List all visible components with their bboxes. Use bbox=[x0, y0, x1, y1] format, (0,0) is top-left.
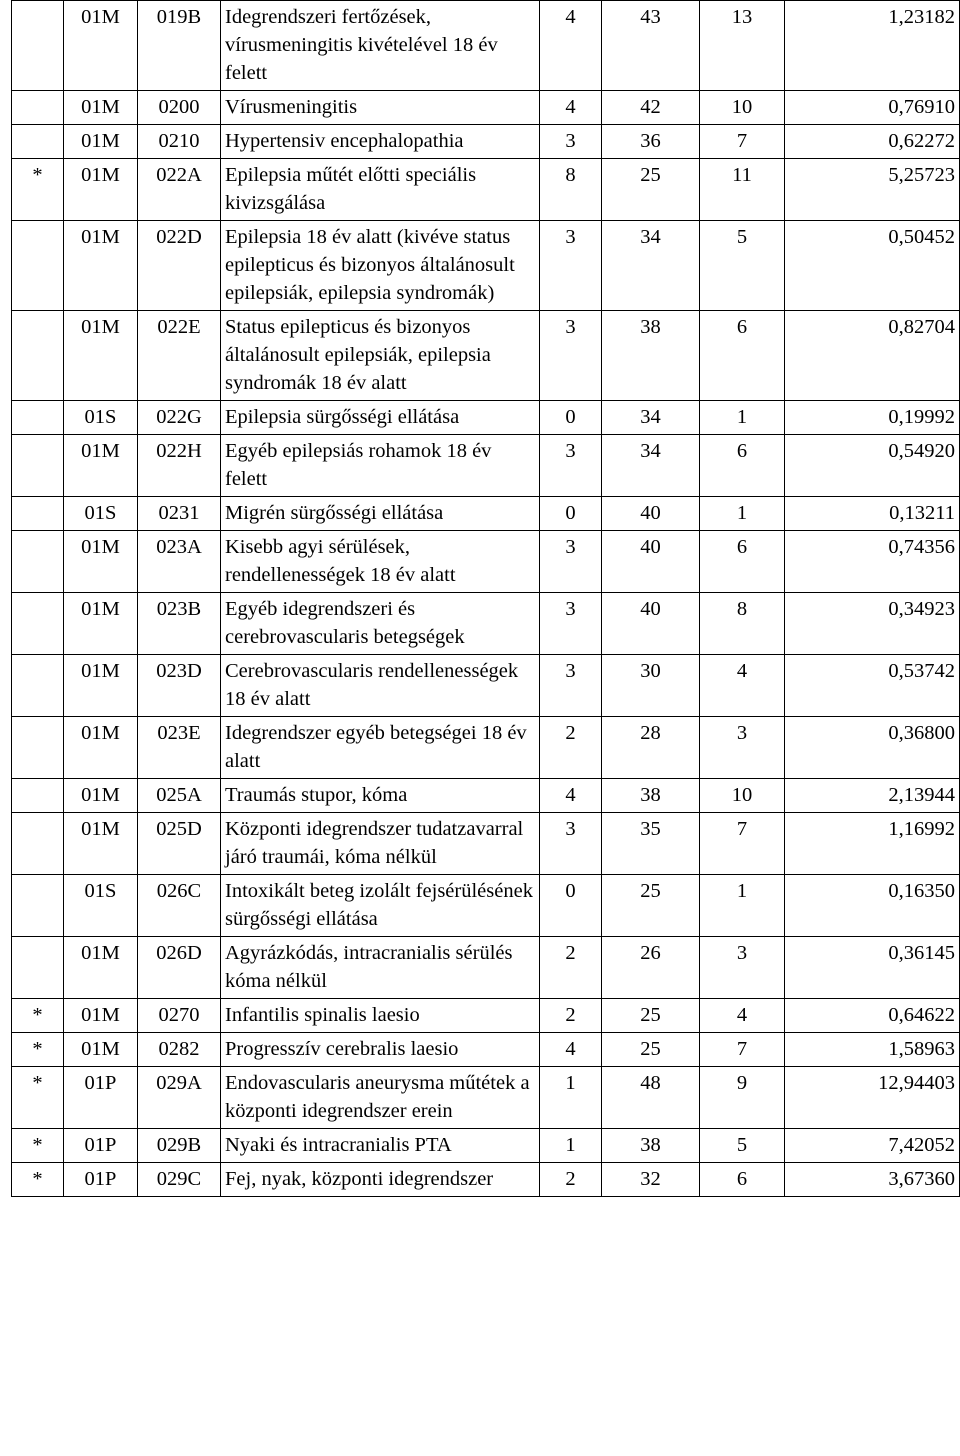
table-row bbox=[12, 159, 960, 221]
cell-value-2: 43 bbox=[602, 1, 700, 91]
cell-type-code: 01M bbox=[64, 1, 138, 91]
cell-star-marker bbox=[12, 221, 64, 311]
cell-weight: 5,25723 bbox=[785, 159, 960, 221]
cell-value-2: 25 bbox=[602, 875, 700, 937]
cell-weight: 1,23182 bbox=[785, 1, 960, 91]
cell-value-2: 42 bbox=[602, 91, 700, 125]
cell-weight: 0,50452 bbox=[785, 221, 960, 311]
cell-value-1: 4 bbox=[540, 91, 602, 125]
cell-description: Egyéb idegrendszeri és cerebrovascularis betegségek bbox=[221, 593, 540, 655]
cell-value-2: 30 bbox=[602, 655, 700, 717]
cell-value-1: 3 bbox=[540, 593, 602, 655]
drg-table bbox=[11, 0, 960, 1197]
cell-weight: 0,74356 bbox=[785, 531, 960, 593]
cell-type-code: 01M bbox=[64, 937, 138, 999]
cell-value-3: 7 bbox=[700, 125, 785, 159]
cell-weight: 7,42052 bbox=[785, 1129, 960, 1163]
cell-drg-code: 023A bbox=[138, 531, 221, 593]
cell-drg-code: 023D bbox=[138, 655, 221, 717]
cell-star-marker bbox=[12, 401, 64, 435]
cell-star-marker: * bbox=[12, 1129, 64, 1163]
cell-description: Epilepsia műtét előtti speciális kivizsgálása bbox=[221, 159, 540, 221]
cell-drg-code: 0231 bbox=[138, 497, 221, 531]
cell-star-marker bbox=[12, 717, 64, 779]
cell-value-2: 25 bbox=[602, 999, 700, 1033]
cell-weight: 0,54920 bbox=[785, 435, 960, 497]
cell-drg-code: 022H bbox=[138, 435, 221, 497]
cell-type-code: 01M bbox=[64, 311, 138, 401]
cell-weight: 0,36800 bbox=[785, 717, 960, 779]
cell-star-marker bbox=[12, 655, 64, 717]
cell-type-code: 01M bbox=[64, 221, 138, 311]
cell-drg-code: 029C bbox=[138, 1163, 221, 1197]
cell-weight: 0,19992 bbox=[785, 401, 960, 435]
cell-value-2: 26 bbox=[602, 937, 700, 999]
cell-description: Kisebb agyi sérülések, rendellenességek 18 év alatt bbox=[221, 531, 540, 593]
cell-value-1: 0 bbox=[540, 401, 602, 435]
cell-type-code: 01M bbox=[64, 717, 138, 779]
cell-description: Cerebrovascularis rendellenességek 18 év alatt bbox=[221, 655, 540, 717]
cell-value-2: 32 bbox=[602, 1163, 700, 1197]
cell-value-1: 4 bbox=[540, 1033, 602, 1067]
cell-drg-code: 0200 bbox=[138, 91, 221, 125]
cell-value-1: 2 bbox=[540, 717, 602, 779]
cell-value-2: 25 bbox=[602, 159, 700, 221]
cell-type-code: 01M bbox=[64, 1033, 138, 1067]
table-row bbox=[12, 1129, 960, 1163]
cell-drg-code: 019B bbox=[138, 1, 221, 91]
cell-description: Traumás stupor, kóma bbox=[221, 779, 540, 813]
cell-weight: 0,62272 bbox=[785, 125, 960, 159]
cell-star-marker bbox=[12, 875, 64, 937]
table-row bbox=[12, 593, 960, 655]
cell-weight: 0,76910 bbox=[785, 91, 960, 125]
cell-value-3: 5 bbox=[700, 221, 785, 311]
cell-star-marker: * bbox=[12, 999, 64, 1033]
cell-weight: 12,94403 bbox=[785, 1067, 960, 1129]
cell-drg-code: 025A bbox=[138, 779, 221, 813]
cell-value-3: 1 bbox=[700, 875, 785, 937]
cell-value-1: 4 bbox=[540, 779, 602, 813]
cell-description: Vírusmeningitis bbox=[221, 91, 540, 125]
cell-value-3: 1 bbox=[700, 401, 785, 435]
cell-star-marker: * bbox=[12, 1163, 64, 1197]
cell-value-1: 1 bbox=[540, 1129, 602, 1163]
table-row bbox=[12, 779, 960, 813]
cell-type-code: 01M bbox=[64, 91, 138, 125]
cell-value-1: 3 bbox=[540, 125, 602, 159]
cell-value-3: 3 bbox=[700, 717, 785, 779]
cell-weight: 0,16350 bbox=[785, 875, 960, 937]
cell-drg-code: 026C bbox=[138, 875, 221, 937]
cell-value-1: 2 bbox=[540, 999, 602, 1033]
table-row bbox=[12, 655, 960, 717]
cell-drg-code: 025D bbox=[138, 813, 221, 875]
cell-drg-code: 0210 bbox=[138, 125, 221, 159]
cell-type-code: 01P bbox=[64, 1163, 138, 1197]
cell-value-1: 3 bbox=[540, 531, 602, 593]
cell-description: Egyéb epilepsiás rohamok 18 év felett bbox=[221, 435, 540, 497]
cell-drg-code: 022G bbox=[138, 401, 221, 435]
cell-description: Infantilis spinalis laesio bbox=[221, 999, 540, 1033]
table-body bbox=[12, 1, 960, 1197]
cell-value-2: 35 bbox=[602, 813, 700, 875]
cell-type-code: 01M bbox=[64, 531, 138, 593]
cell-type-code: 01S bbox=[64, 875, 138, 937]
cell-star-marker bbox=[12, 125, 64, 159]
cell-star-marker bbox=[12, 91, 64, 125]
cell-value-1: 3 bbox=[540, 813, 602, 875]
cell-type-code: 01M bbox=[64, 655, 138, 717]
cell-value-3: 6 bbox=[700, 311, 785, 401]
cell-value-1: 2 bbox=[540, 1163, 602, 1197]
cell-value-3: 7 bbox=[700, 1033, 785, 1067]
cell-value-3: 10 bbox=[700, 779, 785, 813]
cell-value-1: 3 bbox=[540, 221, 602, 311]
table-row bbox=[12, 875, 960, 937]
cell-value-1: 3 bbox=[540, 655, 602, 717]
table-row bbox=[12, 1163, 960, 1197]
cell-weight: 0,53742 bbox=[785, 655, 960, 717]
cell-value-1: 0 bbox=[540, 497, 602, 531]
table-row bbox=[12, 937, 960, 999]
cell-value-2: 28 bbox=[602, 717, 700, 779]
cell-value-3: 7 bbox=[700, 813, 785, 875]
table-row bbox=[12, 1033, 960, 1067]
cell-value-2: 48 bbox=[602, 1067, 700, 1129]
table-row bbox=[12, 999, 960, 1033]
cell-description: Epilepsia sürgősségi ellátása bbox=[221, 401, 540, 435]
table-row bbox=[12, 531, 960, 593]
cell-weight: 2,13944 bbox=[785, 779, 960, 813]
table-row bbox=[12, 91, 960, 125]
cell-star-marker: * bbox=[12, 1033, 64, 1067]
cell-star-marker bbox=[12, 813, 64, 875]
cell-description: Agyrázkódás, intracranialis sérülés kóma nélkül bbox=[221, 937, 540, 999]
cell-value-3: 10 bbox=[700, 91, 785, 125]
cell-description: Központi idegrendszer tudatzavarral járó traumái, kóma nélkül bbox=[221, 813, 540, 875]
cell-star-marker: * bbox=[12, 1067, 64, 1129]
cell-value-2: 34 bbox=[602, 435, 700, 497]
cell-weight: 0,82704 bbox=[785, 311, 960, 401]
cell-value-1: 3 bbox=[540, 435, 602, 497]
cell-type-code: 01S bbox=[64, 497, 138, 531]
cell-type-code: 01M bbox=[64, 593, 138, 655]
cell-star-marker bbox=[12, 779, 64, 813]
cell-type-code: 01M bbox=[64, 999, 138, 1033]
cell-drg-code: 023B bbox=[138, 593, 221, 655]
cell-value-3: 5 bbox=[700, 1129, 785, 1163]
cell-drg-code: 029B bbox=[138, 1129, 221, 1163]
cell-value-1: 4 bbox=[540, 1, 602, 91]
table-row bbox=[12, 435, 960, 497]
cell-description: Migrén sürgősségi ellátása bbox=[221, 497, 540, 531]
cell-value-2: 40 bbox=[602, 593, 700, 655]
cell-type-code: 01M bbox=[64, 435, 138, 497]
cell-description: Fej, nyak, központi idegrendszer bbox=[221, 1163, 540, 1197]
cell-value-3: 1 bbox=[700, 497, 785, 531]
cell-value-1: 8 bbox=[540, 159, 602, 221]
table-row bbox=[12, 813, 960, 875]
cell-description: Intoxikált beteg izolált fejsérülésének sürgősségi ellátása bbox=[221, 875, 540, 937]
cell-description: Idegrendszer egyéb betegségei 18 év alatt bbox=[221, 717, 540, 779]
cell-value-3: 4 bbox=[700, 655, 785, 717]
cell-drg-code: 022E bbox=[138, 311, 221, 401]
cell-type-code: 01P bbox=[64, 1129, 138, 1163]
cell-star-marker bbox=[12, 593, 64, 655]
table-row bbox=[12, 221, 960, 311]
cell-description: Endovascularis aneurysma műtétek a központi idegrendszer erein bbox=[221, 1067, 540, 1129]
cell-star-marker bbox=[12, 311, 64, 401]
cell-value-2: 36 bbox=[602, 125, 700, 159]
cell-description: Hypertensiv encephalopathia bbox=[221, 125, 540, 159]
cell-value-3: 3 bbox=[700, 937, 785, 999]
cell-star-marker bbox=[12, 1, 64, 91]
cell-star-marker bbox=[12, 531, 64, 593]
cell-value-2: 34 bbox=[602, 221, 700, 311]
cell-weight: 0,34923 bbox=[785, 593, 960, 655]
cell-value-1: 3 bbox=[540, 311, 602, 401]
cell-value-2: 38 bbox=[602, 1129, 700, 1163]
cell-drg-code: 029A bbox=[138, 1067, 221, 1129]
cell-drg-code: 0270 bbox=[138, 999, 221, 1033]
table-row bbox=[12, 311, 960, 401]
cell-weight: 1,58963 bbox=[785, 1033, 960, 1067]
cell-value-3: 4 bbox=[700, 999, 785, 1033]
cell-drg-code: 022A bbox=[138, 159, 221, 221]
cell-value-2: 38 bbox=[602, 311, 700, 401]
cell-description: Epilepsia 18 év alatt (kivéve status epilepticus és bizonyos általánosult epilepsiák, epilepsia syndromák) bbox=[221, 221, 540, 311]
table-row bbox=[12, 125, 960, 159]
table-row bbox=[12, 1, 960, 91]
cell-weight: 0,13211 bbox=[785, 497, 960, 531]
cell-star-marker bbox=[12, 937, 64, 999]
cell-value-3: 6 bbox=[700, 1163, 785, 1197]
cell-drg-code: 0282 bbox=[138, 1033, 221, 1067]
cell-value-3: 11 bbox=[700, 159, 785, 221]
cell-type-code: 01P bbox=[64, 1067, 138, 1129]
cell-value-3: 9 bbox=[700, 1067, 785, 1129]
cell-value-3: 6 bbox=[700, 435, 785, 497]
cell-value-3: 13 bbox=[700, 1, 785, 91]
cell-weight: 1,16992 bbox=[785, 813, 960, 875]
table-row bbox=[12, 401, 960, 435]
cell-value-1: 0 bbox=[540, 875, 602, 937]
cell-description: Status epilepticus és bizonyos általánosult epilepsiák, epilepsia syndromák 18 év alatt bbox=[221, 311, 540, 401]
cell-type-code: 01M bbox=[64, 159, 138, 221]
cell-value-3: 8 bbox=[700, 593, 785, 655]
cell-value-2: 25 bbox=[602, 1033, 700, 1067]
cell-drg-code: 023E bbox=[138, 717, 221, 779]
cell-type-code: 01M bbox=[64, 125, 138, 159]
cell-type-code: 01M bbox=[64, 813, 138, 875]
cell-type-code: 01M bbox=[64, 779, 138, 813]
cell-value-1: 1 bbox=[540, 1067, 602, 1129]
cell-value-2: 38 bbox=[602, 779, 700, 813]
cell-value-2: 34 bbox=[602, 401, 700, 435]
table-row bbox=[12, 497, 960, 531]
cell-value-1: 2 bbox=[540, 937, 602, 999]
cell-star-marker: * bbox=[12, 159, 64, 221]
cell-drg-code: 022D bbox=[138, 221, 221, 311]
cell-star-marker bbox=[12, 497, 64, 531]
cell-value-2: 40 bbox=[602, 531, 700, 593]
cell-weight: 0,64622 bbox=[785, 999, 960, 1033]
table-row bbox=[12, 1067, 960, 1129]
cell-description: Nyaki és intracranialis PTA bbox=[221, 1129, 540, 1163]
cell-weight: 0,36145 bbox=[785, 937, 960, 999]
cell-type-code: 01S bbox=[64, 401, 138, 435]
cell-star-marker bbox=[12, 435, 64, 497]
table-row bbox=[12, 717, 960, 779]
cell-weight: 3,67360 bbox=[785, 1163, 960, 1197]
cell-value-3: 6 bbox=[700, 531, 785, 593]
cell-description: Idegrendszeri fertőzések, vírusmeningitis kivételével 18 év felett bbox=[221, 1, 540, 91]
cell-drg-code: 026D bbox=[138, 937, 221, 999]
cell-value-2: 40 bbox=[602, 497, 700, 531]
cell-description: Progresszív cerebralis laesio bbox=[221, 1033, 540, 1067]
